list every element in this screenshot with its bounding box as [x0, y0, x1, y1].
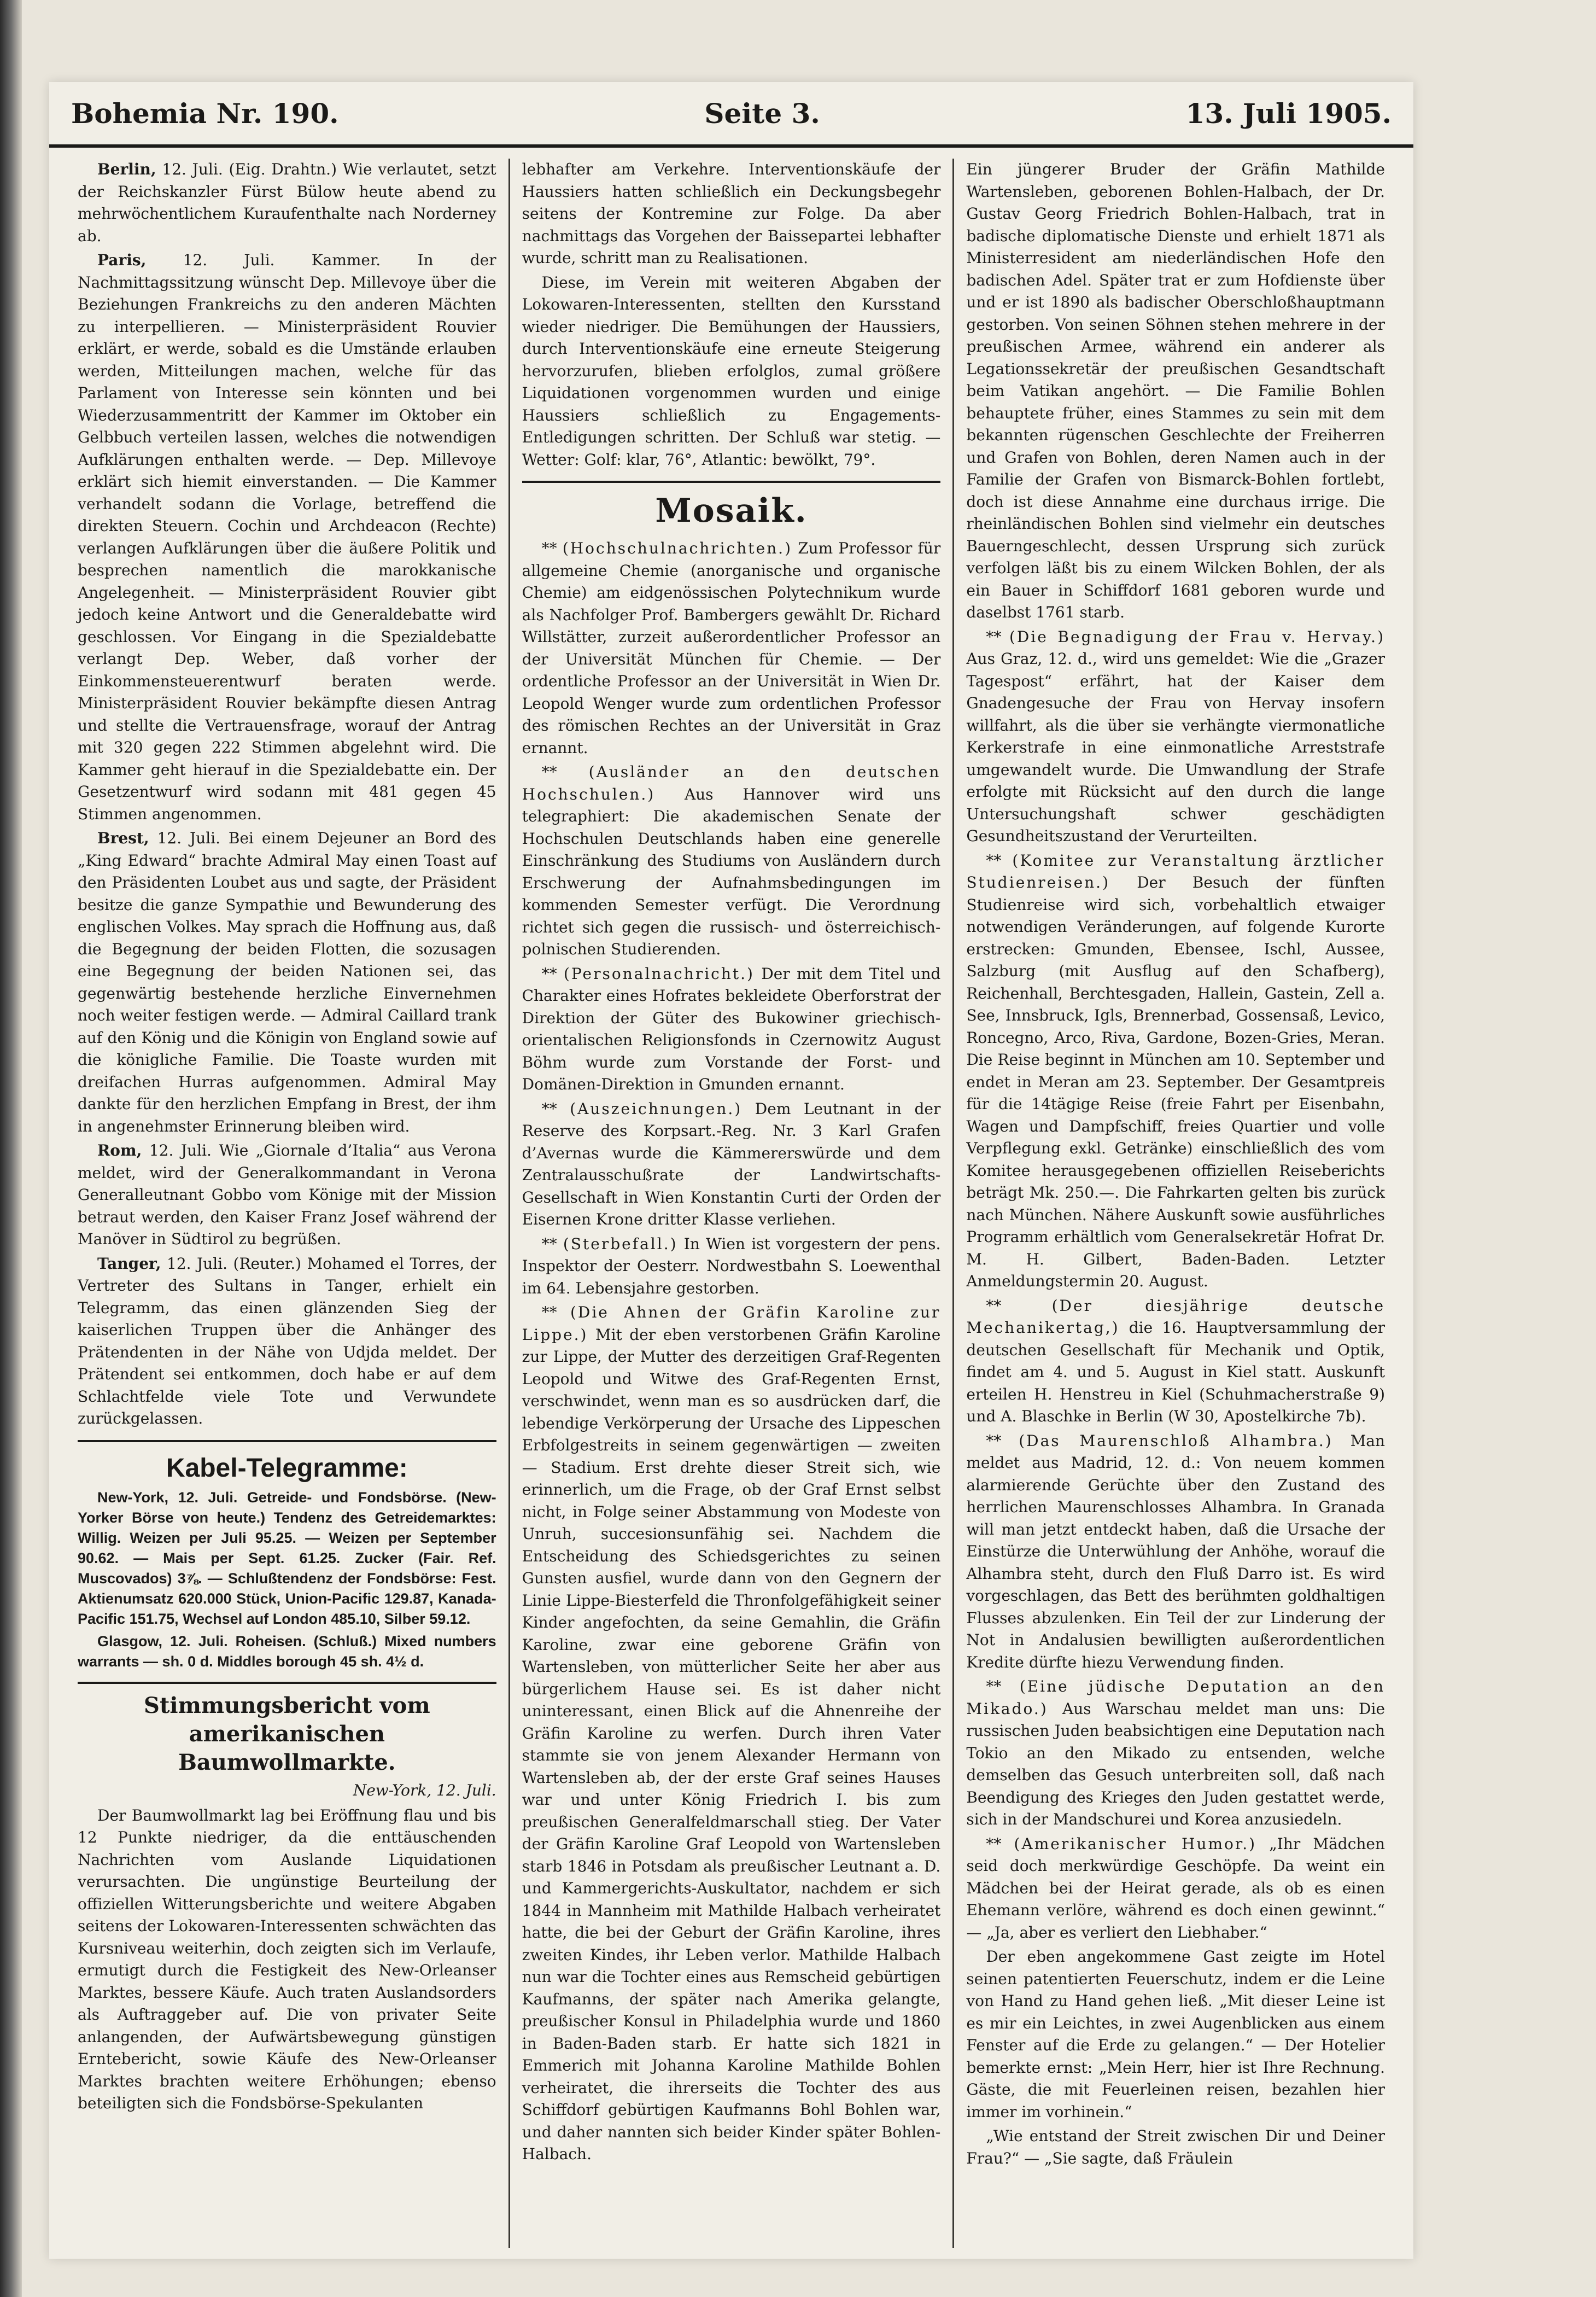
- article-paris: [78, 249, 496, 825]
- cotton-report-continued: lebhafter am Verkehre. Interventionskäufe der Haussiers hatten schließlich ein Deckungsbegehr seitens der Kontremine zur Folge. Da aber nachmittags das Vorgehen der Baisseparteі lebhafter wurde, schritt man zu Realisationen.: [522, 160, 941, 267]
- dateline-paris: Paris,: [97, 251, 147, 269]
- item-komitee: ** (Komitee zur Veranstaltung ärztlicher Studienreisen.) Der Besuch der fünften Studienreise wird sich, vorbehaltlich etwaiger notwendigen Veränderungen, auf folgende Kurorte erstrecken: Gmunden, Ebensee, Ischl, Aussee, Salzburg (mit Ausflug auf den Schafberg), Reichenhall, Berchtesgaden, Hallein, Gastein, Zell a. See, Innsbruck, Igls, Brennerbad, Gossensaß, Levico, Roncegno, Arco, Riva, Gardone, Bozen-Gries, Meran. Die Reise beginnt in München am 10. September und endet in Meran am 23. September. Der Gesamtpreis für die 14tägige Reise (freie Fahrt per Eisenbahn, Wagen und Dampfschiff, freies Quartier und volle Verpflegung exkl. Getränke) einschließlich des vom Komitee herausgegebenen offiziellen Reiseberichts beträgt Mk. 250.—. Die Fahrkarten gelten bis zurück nach München. Nähere Auskunft sowie ausführliches Programm erhältlich vom Generalsekretär Hofrat Dr. M. H. Gilbert, Baden-Baden. Letzter Anmeldungstermin 20. August.: [966, 851, 1385, 1290]
- item-text: Man meldet aus Madrid, 12. d.: Von neuem kommen alarmierende Gerüchte über den Zustand des herrlichen Maurenschlosses Alhambra. In Granada will man jetzt entdeckt haben, daß die Ursache der Einstürze die Unterwühlung der Anhöhe, worauf die Alhambra steht, durch den Fluß Darro ist. Es wird vorgeschlagen, das Bett des berühmten goldhaltigen Flusses abzulenken. Ein Teil der zur Linderung der Not in Andalusien bewilligten außerordentlichen Kredite dürfte hiezu Verwendung finden.: [966, 1431, 1385, 1671]
- item-auszeichnungen: ** (Auszeichnungen.) Dem Leutnant in der Reserve des Korpsart.-Reg. Nr. 3 Karl Grafen d’Avernas wurde die Kämmererswürde und dem Zentralausschußrate der Landwirtschafts-Gesellschaft in Wien Konstantin Curti der Orden der Eisernen Krone dritter Klasse verliehen.: [522, 1099, 941, 1228]
- cotton-report-title: Stimmungsbericht vom amerikanischen Baumwollmarkte.: [144, 1692, 430, 1775]
- item-lead: (Die Begnadigung der Frau v. Hervay.): [1009, 627, 1385, 646]
- item-mechanikertag: ** (Der diesjährige deutsche Mechanikertag,) die 16. Hauptversammlung der deutschen Gesellschaft für Mechanik und Optik, findet am 4. und 5. August in Kiel statt. Auskunft erteilen H. Henstreu in Kiel (Schuhmacherstraße 9) und A. Blaschke in Berlin (W 30, Apostelkirche 7b).: [966, 1296, 1385, 1425]
- item-text: Aus Hannover wird uns telegraphiert: Die akademischen Senate der Hochschulen Deutschlands haben eine generelle Einschränkung des Studiums von Ausländern durch Erschwerung der Aufnahmsbedingungen im kommenden Semester verfügt. Die Verordnung richtet sich gegen die russisch- und österreichisch-polnischen Studierenden.: [522, 785, 941, 958]
- item-ahnen-continued: Ein jüngerer Bruder der Gräfin Mathilde Wartensleben, geborenen Bohlen-Halbach, der Dr. Gustav Georg Friedrich Bohlen-Halbach, trat in badische diplomatische Dienste und erhielt 1871 als Ministerresident am niederländischen Hofe den badischen Adel. Später trat er zum Hofdienste über und er ist 1890 als badischer Oberschloßhauptmann gestorben. Von seinen Söhnen stehen mehrere in der preußischen Armee, während ein anderer als Legationssekretär der preußischen Gesandtschaft beim Vatikan angehört. — Die Familie Bohlen behauptete früher, eines Stammes zu sein mit dem bekannten rügenschen Geschlechte der Freiherren und Grafen von Bohlen, deren Namen auch in der Familie der Grafen von Bismarck-Bohlen fortlebt, doch ist diese Annahme eine durchaus irrige. Die rheinländischen Bohlen sind vielmehr ein deutsches Bauerngeschlecht, dessen Ursprung sich zurück verfolgen läßt bis zu einem Wilcken Bohlen, der als ein Bauer in Schiffdorf 1681 geboren wurde und daselbst 1761 starb.: [966, 160, 1385, 621]
- newspaper-page: [49, 82, 1413, 2259]
- item-humor: ** (Amerikanischer Humor.) „Ihr Mädchen seid doch merkwürdige Geschöpfe. Da weint ein Mädchen bei der Heirat gerade, als ob es einen Ehemann verlöre, während es doch einen gewinnt.“ — „Ja, aber es verliert den Liebhaber.“: [966, 1834, 1385, 1942]
- item-ahnen: ** (Die Ahnen der Gräfin Karoline zur Lippe.) Mit der eben verstorbenen Gräfin Karoline zur Lippe, der Mutter des derzeitigen Graf-Regenten Leopold und Witwe des Graf-Regenten Ernst, verschwindet, wenn man es so ausdrücken darf, die lebendige Verkörperung der Ursache des Lippeschen Erbfolgestreits in seinem gegenwärtigen — zweiten — Stadium. Erst drehte dieser Streit sich, wie erinnerlich, um die Frage, ob der Graf Ernst selbst nicht, in Folge seiner Abstammung von Modeste von Unruh, succesionsunfähig sei. Nachdem die Entscheidung des Schiedsgerichtes zu seinen Gunsten ausfiel, wurde dann von den Gegnern der Linie Lippe-Biesterfeld die Thronfolgefähigkeit seiner Kinder angefochten, da seine Gemahlin, die Gräfin Karoline, zwar eine geborene Gräfin von Wartensleben, von mütterlicher Seite her aber aus bürgerlichem Hause sei. Es ist daher nicht uninteressant, einen Blick auf die Ahnenreihe der Gräfin Karoline zu werfen. Durch ihren Vater stammte sie von jenem Alexander Hermann von Wartensleben ab, der der erste Graf seines Hauses war und unter König Friedrich I. bis zum preußischen Generalfeldmarschall stieg. Der Vater der Gräfin Karoline Graf Leopold von Wartensleben starb 1846 in Potsdam als preußischer Leutnant a. D. und Kammergerichts-Auskultator, nachdem er sich 1844 in Mannheim mit Mathilde Halbach verheiratet hatte, die bei der Geburt der Gräfin Karoline, ihres zweiten Kindes, ihr Leben verlor. Mathilde Halbach nun war die Tochter eines aus Remscheid gebürtigen Kaufmanns, der später nach Amerika gelangte, preußischer Konsul in Philadelphia wurde und 1860 in Baden-Baden starb. Er hatte sich 1821 in Emmerich mit Johanna Karoline Mathilde Bohlen verheiratet, die ihrerseits die Tochter des aus Schiffdorf gebürtigen Kaufmanns Bohl Bohlen war, und daher nannten sich beider Kinder später Bohlen-Halbach.: [522, 1303, 941, 2163]
- item-auslaender: ** (Ausländer an den deutschen Hochschulen.) Aus Hannover wird uns telegraphiert: Die akademischen Senate der Hochschulen Deutschlands haben eine generelle Einschränkung des Studiums von Ausländern durch Erschwerung der Aufnahmsbedingungen im kommenden Semester verfügt. Die Verordnung richtet sich gegen die russisch- und österreichisch-polnischen Studierenden.: [522, 763, 941, 958]
- mosaik-title: Mosaik.: [655, 492, 808, 530]
- cable-newyork: New-York, 12. Juli. Getreide- und Fondsbörse. (New-Yorker Börse von heute.) Tendenz des Getreidemarktes: Willig. Weizen per Juli 95.25. — Weizen per September 90.62. — Mais per Sept. 61.25. Zucker (Fair. Ref. Muscovados) 3⅞. — Schlußtendenz der Fondsbörse: Fest. Aktienumsatz 620.000 Stück, Union-Pacific 129.87, Kanada-Pacific 151.75, Wechsel auf London 485.10, Silber 59.12.: [78, 1489, 496, 1627]
- article-berlin-text: 12. Juli. (Eig. Drahtn.) Wie verlautet, setzt der Reichskanzler Fürst Bülow heute abend zu mehrwöchentlichem Kuraufenthalte nach Norderney ab.: [78, 160, 496, 245]
- item-lead: (Sterbefall.): [563, 1234, 678, 1253]
- item-deputation: ** (Eine jüdische Deputation an den Mikado.) Aus Warschau meldet man uns: Die russischen Juden beabsichtigen eine Deputation nach Tokio an den Mikado zu entsenden, welche demselben das Gesuch unterbreiten soll, daß nach Beendigung des Krieges den Juden gestattet werde, sich in der Mandschurei und Korea anzusiedeln.: [966, 1677, 1385, 1828]
- article-rom-text: 12. Juli. Wie „Giornale d’Italia“ aus Verona meldet, wird der Generalkommandant in Verona Generalleutnant Gobbo vom Könige mit der Mission betraut werden, den Kaiser Franz Josef während der Manöver in Südtirol zu begrüßen.: [78, 1141, 496, 1248]
- cable-telegrams: [78, 1488, 496, 1672]
- item-personalnachricht: ** (Personalnachricht.) Der mit dem Titel und Charakter eines Hofrates bekleidete Oberforstrat der Direktion der Güter des Bukowiner griechisch-orientalischen Religionsfonds in Czernowitz August Böhm wurde zum Vorstande der Forst- und Domänen-Direktion in Gmunden ernannt.: [522, 964, 941, 1093]
- page-header: [49, 82, 1413, 148]
- item-humor-2: Der eben angekommene Gast zeigte im Hotel seinen patentierten Feuerschutz, indem er die Leine von Hand zu Hand gehen ließ. „Mit dieser Leine ist es mir ein Leichtes, in zwei Augenblicken aus einem Fenster auf die Erde zu gelangen.“ — Der Hotelier bemerkte ernst: „Mein Herr, hier ist Ihre Rechnung. Gäste, die mit Feuerleinen reisen, bezahlen hier immer im vorhinein.“: [966, 1948, 1385, 2121]
- binding-edge: [0, 0, 22, 2297]
- item-lead: (Das Maurenschloß Alhambra.): [1019, 1431, 1333, 1450]
- item-text: Der mit dem Titel und Charakter eines Hofrates bekleidete Oberforstrat der Direktion der Güter des Bukowiner griechisch-orientalischen Religionsfonds in Czernowitz August Böhm wurde zum Vorstande der Forst- und Domänen-Direktion in Gmunden ernannt.: [522, 964, 941, 1093]
- columns: [66, 159, 1397, 2248]
- dateline-brest: Brest,: [97, 829, 149, 847]
- cotton-report-continued-2: Diese, im Verein mit weiteren Abgaben der Lokowaren-Interessenten, stellten den Kursstand wieder niedriger. Die Bemühungen der Haussiers, durch Interventionskäufe eine erneute Steigerung hervorzurufen, blieben erfolglos, zumal größere Liquidationen vorgenommen wurden und einige Haussiers schließlich zu Engagements-Entledigungen schritten. Der Schluß war stetig. — Wetter: Golf: klar, 76°, Atlantic: bewölkt, 79°.: [522, 273, 941, 469]
- article-brest-text: 12. Juli. Bei einem Dejeuner an Bord des „King Edward“ brachte Admiral May einen Toast auf den Präsidenten Loubet aus und sagte, der Präsident besitze die ganze Sympathie und Bewunderung des englischen Volkes. May sprach die Hoffnung aus, daß die Begegnung der beiden Flotten, die sozusagen eine Begegnung der beiden Nationen sei, das gegenwärtig bestehende herzliche Einvernehmen noch weiter festigen werde. — Admiral Caillard trank auf den König und die Königin von England sowie auf die königliche Familie. Die Toaste wurden mit dreifachen Hurras aufgenommen. Admiral May dankte für den herzlichen Empfang in Brest, der ihm in angenehmster Erinnerung bleiben wird.: [78, 829, 496, 1135]
- item-lead: (Ausländer an den deutschen Hochschulen.): [522, 763, 941, 803]
- item-lead: (Die Ahnen der Gräfin Karoline zur Lippe.): [522, 1303, 941, 1344]
- dateline-tanger: Tanger,: [97, 1254, 161, 1273]
- item-text: Mit der eben verstorbenen Gräfin Karoline zur Lippe, der Mutter des derzeitigen Graf-Regenten Leopold und Witwe des Graf-Regenten Ernst, verschwindet, wenn man es so ausdrücken darf, die lebendige Verkörperung der Ursache des Lippeschen Erbfolgestreits in seinem gegenwärtigen — zweiten — Stadium. Erst drehte dieser Streit sich, wie erinnerlich, um die Frage, ob der Graf Ernst selbst nicht, in Folge seiner Abstammung von Modeste von Unruh, succesionsunfähig sei. Nachdem die Entscheidung des Schiedsgerichtes zu seinen Gunsten ausfiel, wurde dann von den Gegnern der Linie Lippe-Biesterfeld die Thronfolgefähigkeit seiner Kinder angefochten, da seine Gemahlin, die Gräfin Karoline, zwar eine geborene Gräfin von Wartensleben, von mütterlicher Seite her aber aus bürgerlichem Hause sei. Es ist daher nicht uninteressant, einen Blick auf die Ahnenreihe der Gräfin Karoline zu werfen. Durch ihren Vater stammte sie von jenem Alexander Hermann von Wartensleben ab, der der erste Graf seines Hauses war und unter König Friedrich I. bis zum preußischen Generalfeldmarschall stieg. Der Vater der Gräfin Karoline Graf Leopold von Wartensleben starb 1846 in Potsdam als preußischer Leutnant a. D. und Kammergerichts-Auskultator, nachdem er sich 1844 in Mannheim mit Mathilde Halbach verheiratet hatte, die bei der Geburt der Gräfin Karoline, ihres zweiten Kindes, ihr Leben verlor. Mathilde Halbach nun war die Tochter eines aus Remscheid gebürtigen Kaufmanns, der später nach Amerika gelangte, preußischer Konsul in Philadelphia wurde und 1860 in Baden-Baden starb. Er hatte sich 1821 in Emmerich mit Johanna Karoline Mathilde Bohlen verheiratet, die ihrerseits die Tochter des aus Schiffdorf gebürtigen Kaufmanns Bohl Bohlen war, und daher nannten sich beider Kinder später Bohlen-Halbach.: [522, 1325, 941, 2163]
- item-text: die 16. Hauptversammlung der deutschen Gesellschaft für Mechanik und Optik, findet am 4. und 5. August in Kiel statt. Auskunft erteilen H. Henstreu in Kiel (Schuhmacherstraße 9) und A. Blaschke in Berlin (W 30, Apostelkirche 7b).: [966, 1319, 1385, 1425]
- item-humor-3: „Wie entstand der Streit zwischen Dir und Deiner Frau?“ — „Sie sagte, daß Fräulein: [966, 2127, 1385, 2167]
- item-begnadigung: ** (Die Begnadigung der Frau v. Hervay.) Aus Graz, 12. d., wird uns gemeldet: Wie die „Grazer Tagespost“ erfährt, hat der Kaiser dem Gnadengesuche der Frau von Hervay insofern willfahrt, als die über sie verhängte viermonatliche Kerkerstrafe in eine einmonatliche Arreststrafe umgewandelt wurde. Die Umwandlung der Strafe erfolgte mit Rücksicht auf den durch die lange Untersuchungshaft schwer geschädigten Gesundheitszustand der Verurteilten.: [966, 627, 1385, 845]
- column-3: [952, 159, 1397, 2248]
- cable-telegrams-title: Kabel-Telegramme:: [166, 1453, 408, 1483]
- item-text: „Ihr Mädchen seid doch merkwürdige Geschöpfe. Da weint ein Mädchen bei der Heirat gerade, als ob es einen Ehemann verlöre, während es doch einen gewinnt.“ — „Ja, aber es verliert den Liebhaber.“: [966, 1834, 1385, 1942]
- section-rule: [522, 481, 941, 483]
- cotton-report-text: Der Baumwollmarkt lag bei Eröffnung flau und bis 12 Punkte niedriger, da die enttäuschenden Nachrichten vom Auslande Liquidationen verursachten. Die ungünstige Beurteilung der offiziellen Witterungsberichte und weitere Abgaben seitens der Lokowaren-Interessenten schwächten das Kursniveau weiterhin, doch zeigten sich im Verlaufe, ermutigt durch die Festigkeit des New-Orleanser Marktes, bessere Käufe. Auch traten Auslandsorders als Auftraggeber auf. Die von privater Seite anlangenden, der Aufwärtsbewegung günstigen Erntebericht, sowie Käufe des New-Orleanser Marktes brachten weitere Erhöhungen; ebenso beteiligten sich die Fondsbörse-Spekulanten: [78, 1806, 496, 2112]
- header-date: 13. Juli 1905.: [1185, 97, 1392, 130]
- item-alhambra: ** (Das Maurenschloß Alhambra.) Man meldet aus Madrid, 12. d.: Von neuem kommen alarmierende Gerüchte über den Zustand des herrlichen Maurenschlosses Alhambra. In Granada will man jetzt entdeckt haben, daß die Ursache der Einstürze die Unterwühlung der Anhöhe, worauf die Alhambra steht, durch den Fluß Darro ist. Es wird vorgeschlagen, das Bett des berühmten goldhaltigen Flusses abzulenken. Ein Teil der zur Linderung der Not in Andalusien bewilligten außerordentlichen Kredite dürfte hiezu Verwendung finden.: [966, 1431, 1385, 1671]
- item-sterbefall: ** (Sterbefall.) In Wien ist vorgestern der pens. Inspektor der Oesterr. Nordwestbahn S. Loewenthal im 64. Lebensjahre gestorben.: [522, 1234, 941, 1297]
- article-paris-text: 12. Juli. Kammer. In der Nachmittagssitzung wünscht Dep. Millevoye über die Beziehungen Frankreichs zu den anderen Mächten zu interpellieren. — Ministerpräsident Rouvier erklärt, er werde, sobald es die Umstände erlauben werden, Mitteilungen machen, welche für das Parlament von Interesse sein könnten und bei Wiederzusammentritt der Kammer im Oktober ein Gelbbuch verteilen lassen, welches die notwendigen Aufklärungen enthalten werde. — Dep. Millevoye erklärt sich hiemit einverstanden. — Die Kammer verhandelt sodann die Vorlage, betreffend die direkten Steuern. Cochin und Archdeacon (Rechte) verlangen Aufklärungen über die äußere Politik und besprechen namentlich die marokkanische Angelegenheit. — Ministerpräsident Rouvier gibt jedoch keine Antwort und die Generaldebatte wird geschlossen. Vor Eingang in die Spezialdebatte verlangt Dep. Weber, daß vorher der Einkommensteuerentwurf beraten werde. Ministerpräsident Rouvier bekämpfte diesen Antrag und stellte die Vertrauensfrage, worauf der Antrag mit 320 gegen 222 Stimmen abgelehnt wird. Die Kammer geht hierauf in die Spezialdebatte ein. Der Gesetzentwurf wird sodann mit 481 gegen 45 Stimmen angenommen.: [78, 251, 496, 823]
- item-text: Der Besuch der fünften Studienreise wird sich, vorbehaltlich etwaiger notwendigen Veränderungen, auf folgende Kurorte erstrecken: Gmunden, Ebensee, Ischl, Aussee, Salzburg (mit Ausflug auf den Schafberg), Reichenhall, Berchtesgaden, Hallein, Gastein, Zell a. See, Innsbruck, Igls, Brennerbad, Gossensaß, Levico, Roncegno, Arco, Riva, Gardone, Bozen-Gries, Meran. Die Reise beginnt in München am 10. September und endet in Meran am 23. September. Der Gesamtpreis für die 14tägige Reise (freie Fahrt per Eisenbahn, Wagen und Dampfschiff, freies Quartier und volle Verpflegung exkl. Getränke) einschließlich des vom Komitee herausgegebenen offiziellen Reiseberichts beträgt Mk. 250.—. Die Fahrkarten gelten bis zurück nach München. Nähere Auskunft sowie ausführliches Programm erhältlich vom Generalsekretär Hofrat Dr. M. H. Gilbert, Baden-Baden. Letzter Anmeldungstermin 20. August.: [966, 873, 1385, 1290]
- item-text: In Wien ist vorgestern der pens. Inspektor der Oesterr. Nordwestbahn S. Loewenthal im 64. Lebensjahre gestorben.: [522, 1234, 941, 1297]
- item-text: Zum Professor für allgemeine Chemie (anorganische und organische Chemie) am eidgenössischen Polytechnikum wurde als Nachfolger Prof. Bambergers gewählt Dr. Richard Willstätter, zurzeit außerordentlicher Professor an der Universität München für Chemie. — Der ordentliche Professor an der Universität in Wien Dr. Leopold Wenger wurde zum ordentlichen Professor des römischen Rechtes an der Universität in Graz ernannt.: [522, 539, 941, 757]
- section-rule: [78, 1440, 496, 1442]
- header-page-number: Seite 3.: [704, 97, 820, 130]
- dateline-berlin: Berlin,: [97, 160, 156, 178]
- article-tanger-text: 12. Juli. (Reuter.) Mohamed el Torres, der Vertreter des Sultans in Tanger, erhielt ein Telegramm, das einen glänzenden Sieg der kaiserlichen Truppen über die Anhänger des Prätendenten in der Nähe von Udjda meldet. Der Prätendent sei entkommen, doch habe er auf dem Schlachtfelde viele Tote und Verwundete zurückgelassen.: [78, 1254, 496, 1427]
- item-lead: (Hochschulnachrichten.): [562, 539, 793, 557]
- cable-glasgow: Glasgow, 12. Juli. Roheisen. (Schluß.) Mixed numbers warrants — sh. 0 d. Middles borough 45 sh. 4½ d.: [78, 1633, 496, 1670]
- cotton-report-dateline: New-York, 12. Juli.: [353, 1781, 496, 1799]
- item-lead: (Der diesjährige deutsche Mechanikertag,): [966, 1296, 1385, 1337]
- article-berlin: [78, 159, 496, 247]
- item-lead: (Eine jüdische Deputation an den Mikado.): [966, 1677, 1385, 1718]
- column-2: [508, 159, 953, 2248]
- item-lead: (Amerikanischer Humor.): [1014, 1834, 1257, 1853]
- item-text: Aus Graz, 12. d., wird uns gemeldet: Wie die „Grazer Tagespost“ erfährt, hat der Kaiser dem Gnadengesuche der Frau von Hervay insofern willfahrt, als die über sie verhängte viermonatliche Kerkerstrafe in eine einmonatliche Arreststrafe umgewandelt wurde. Die Umwandlung der Strafe erfolgte mit Rücksicht auf den durch die lange Untersuchungshaft schwer geschädigten Gesundheitszustand der Verurteilten.: [966, 650, 1385, 845]
- column-1: [66, 159, 508, 2248]
- article-brest: [78, 827, 496, 1138]
- item-text: Dem Leutnant in der Reserve des Korpsart.-Reg. Nr. 3 Karl Grafen d’Avernas wurde die Kämmererswürde und dem Zentralausschußrate der Landwirtschafts-Gesellschaft in Wien Konstantin Curti der Orden der Eisernen Krone dritter Klasse verliehen.: [522, 1099, 941, 1228]
- article-tanger: [78, 1253, 496, 1430]
- item-hochschulnachrichten: ** (Hochschulnachrichten.) Zum Professor für allgemeine Chemie (anorganische und organische Chemie) am eidgenössischen Polytechnikum wurde als Nachfolger Prof. Bambergers gewählt Dr. Richard Willstätter, zurzeit außerordentlicher Professor an der Universität München für Chemie. — Der ordentliche Professor an der Universität in Wien Dr. Leopold Wenger wurde zum ordentlichen Professor des römischen Rechtes an der Universität in Graz ernannt.: [522, 539, 941, 757]
- item-lead: (Personalnachricht.): [564, 964, 755, 983]
- header-issue: Bohemia Nr. 190.: [71, 97, 339, 130]
- article-rom: [78, 1140, 496, 1251]
- dateline-rom: Rom,: [97, 1141, 142, 1159]
- item-lead: (Komitee zur Veranstaltung ärztlicher Studienreisen.): [966, 851, 1385, 891]
- item-lead: (Auszeichnungen.): [570, 1099, 743, 1118]
- section-rule: [78, 1682, 496, 1684]
- item-text: Aus Warschau meldet man uns: Die russischen Juden beabsichtigen eine Deputation nach Tokio an den Mikado zu entsenden, welche demselben das Gesuch unterbreiten soll, daß nach Beendigung des Krieges den Juden gestattet werde, sich in der Mandschurei und Korea anzusiedeln.: [966, 1699, 1385, 1828]
